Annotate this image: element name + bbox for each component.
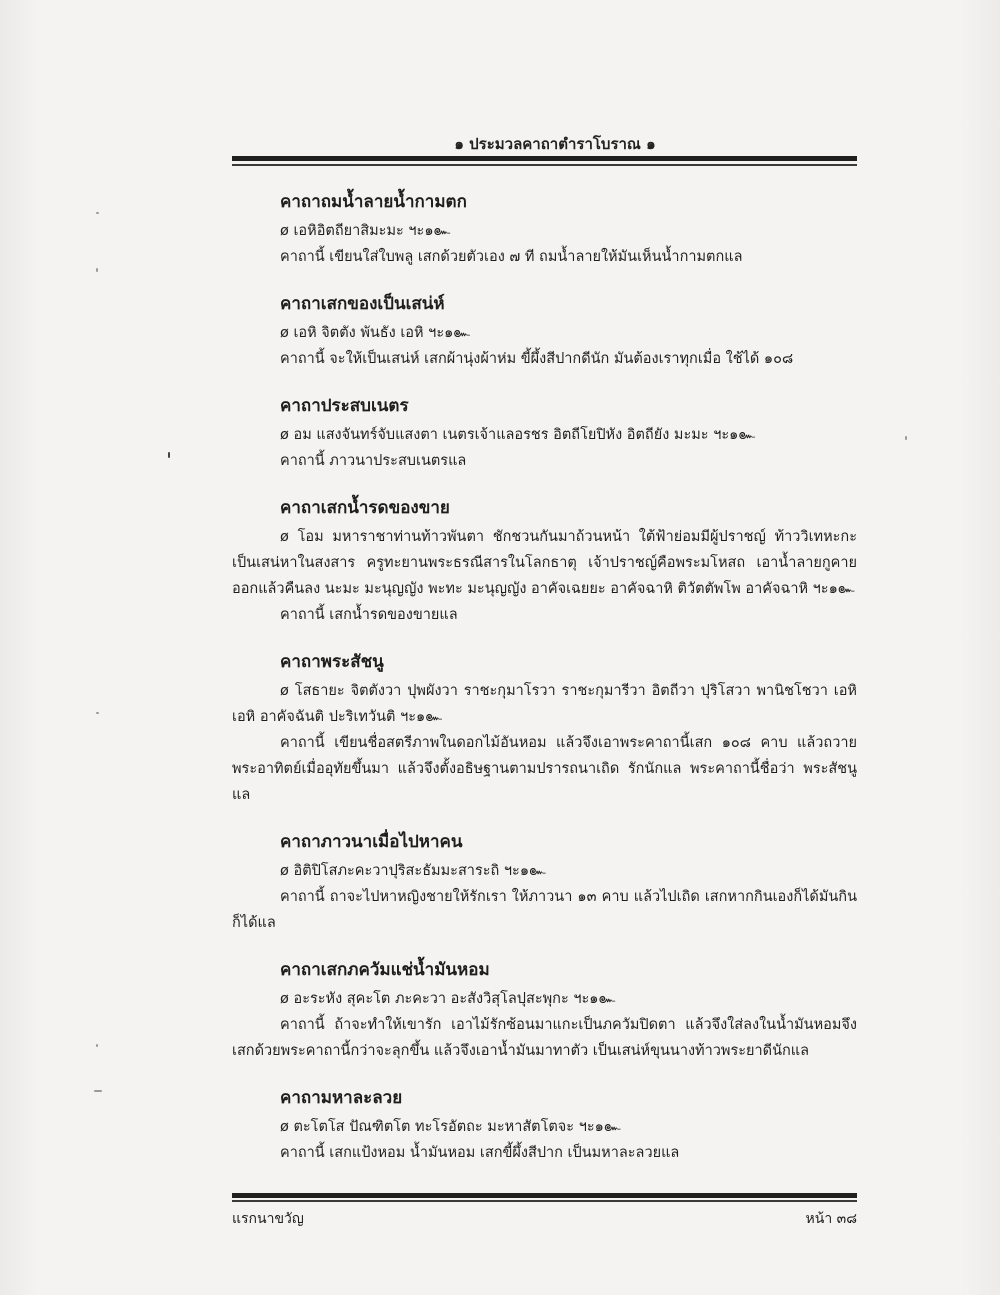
incantation-text: ø เอหิ จิตตัง พันธัง เอหิ ฯะ๑๛ xyxy=(280,325,471,341)
section xyxy=(232,290,857,372)
incantation-text: ø โอม มหาราชาท่านท้าวพันตา ชักชวนกันมาถ้วนหน้า ใต้ฟ้าย่อมมีผู้ปราชญ์ ท้าววิเทหะกะเป็นเสน่หาในสงสาร ครูทะยานพระธรณีสารในโลกธาตุ เจ้าปราชญ์คือพระมโหสถ เอาน้ำลายกูคายออกแล้วคืนลง นะมะ มะนุญญัง พะทะ มะนุญญัง อาคัจเฉยยะ อาคัจฉาหิ ติวัตตัพโพ อาคัจฉาหิ ฯะ๑๛ xyxy=(232,529,857,597)
section-title: คาถาเสกน้ำรดของขาย xyxy=(280,498,450,518)
scan-speck xyxy=(168,452,170,458)
footer-rule-thin xyxy=(232,1200,857,1202)
scan-speck xyxy=(905,436,907,440)
instruction-text: คาถานี้ เสกน้ำรดของขายแล xyxy=(280,607,458,623)
instruction-text: คาถานี้ เขียนใส่ใบพลู เสกด้วยตัวเอง ๗ ที ถมน้ำลายให้มันเห็นน้ำกามตกแล xyxy=(280,249,743,265)
section xyxy=(232,828,857,936)
scan-speck xyxy=(96,712,99,714)
incantation-text: ø อิติปิโสภะคะวาปุริสะธัมมะสาระถิ ฯะ๑๛ xyxy=(280,863,546,879)
instruction-text: คาถานี้ เสกแป้งหอม น้ำมันหอม เสกขี้ผึ้งสีปาก เป็นมหาละลวยแล xyxy=(280,1145,680,1161)
incantation-text: ø อะระหัง สุคะโต ภะคะวา อะสังวิสุโลปุสะพุกะ ฯะ๑๛ xyxy=(280,991,616,1007)
section-title: คาถามหาละลวย xyxy=(280,1088,403,1108)
page-content xyxy=(232,188,857,1186)
section xyxy=(232,188,857,270)
footer-book-title: แรกนาขวัญ xyxy=(232,1211,304,1227)
instruction-text: คาถานี้ ถ้าจะทำให้เขารัก เอาไม้รักซ้อนมาแกะเป็นภควัมปิดตา แล้วจึงใส่ลงในน้ำมันหอมจึงเสกด้วยพระคาถานี้กว่าจะลุกขึ้น แล้วจึงเอาน้ำมันมาทาตัว เป็นเสน่ห์ขุนนางท้าวพระยาดีนักแล xyxy=(232,1017,857,1059)
section xyxy=(232,1084,857,1166)
section xyxy=(232,956,857,1064)
incantation-text: ø ตะโตโส ปัณฑิตโต ทะโรอัตถะ มะหาสัตโตจะ ฯะ๑๛ xyxy=(280,1119,621,1135)
instruction-text: คาถานี้ ภาวนาประสบเนตรแล xyxy=(280,453,467,469)
scan-speck xyxy=(94,1090,102,1092)
section xyxy=(232,392,857,474)
section-title: คาถาถมน้ำลายน้ำกามตก xyxy=(280,192,467,212)
header-rule-thin xyxy=(232,164,857,166)
instruction-text: คาถานี้ เขียนชื่อสตรีภาพในดอกไม้อันหอม แล้วจึงเอาพระคาถานี้เสก ๑๐๘ คาบ แล้วถวายพระอาทิตย์เมื่ออุทัยขึ้นมา แล้วจึงตั้งอธิษฐานตามปรารถนาเถิด รักนักแล พระคาถานี้ชื่อว่า พระสัชนูแล xyxy=(232,735,857,803)
section-title: คาถาเสกภควัมแช่น้ำมันหอม xyxy=(280,960,490,980)
running-header: ๑ ประมวลคาถาตำราโบราณ ๑ xyxy=(454,135,656,153)
instruction-text: คาถานี้ ถาจะไปหาหญิงชายให้รักเรา ให้ภาวนา ๑๓ คาบ แล้วไปเถิด เสกหากกินเองก็ได้มันกินก็ได้แล xyxy=(232,889,857,931)
instruction-text: คาถานี้ จะให้เป็นเสน่ห์ เสกผ้านุ่งผ้าห่ม ขี้ผึ้งสีปากดีนัก มันต้องเราทุกเมื่อ ใช้ได้ ๑๐๘ xyxy=(280,351,794,367)
section xyxy=(232,494,857,628)
incantation-text: ø โสธายะ จิตตังวา ปุพผังวา ราชะกุมาโรวา ราชะกุมารีวา อิตถีวา ปุริโสวา พานิชโชวา เอหิ เอหิ อาคัจฉันติ ปะริเทวันติ ฯะ๑๛ xyxy=(232,683,857,725)
section-title: คาถาประสบเนตร xyxy=(280,396,409,416)
section-title: คาถาพระสัชนู xyxy=(280,652,384,672)
section xyxy=(232,648,857,808)
scan-speck xyxy=(96,1044,98,1047)
section-title: คาถาเสกของเป็นเสน่ห์ xyxy=(280,294,445,314)
page-number: หน้า ๓๘ xyxy=(805,1211,857,1227)
footer-rule xyxy=(232,1193,857,1198)
header-rule xyxy=(232,156,857,161)
incantation-text: ø เอหิอิตถียาสิมะมะ ฯะ๑๛ xyxy=(280,223,451,239)
section-title: คาถาภาวนาเมื่อไปหาคน xyxy=(280,832,463,852)
incantation-text: ø อม แสงจันทร์จับแสงตา เนตรเจ้าแลอรชร อิตถีโยปิหัง อิตถียัง มะมะ ฯะ๑๛ xyxy=(280,427,756,443)
scan-speck xyxy=(96,268,98,272)
scan-speck xyxy=(96,212,99,214)
